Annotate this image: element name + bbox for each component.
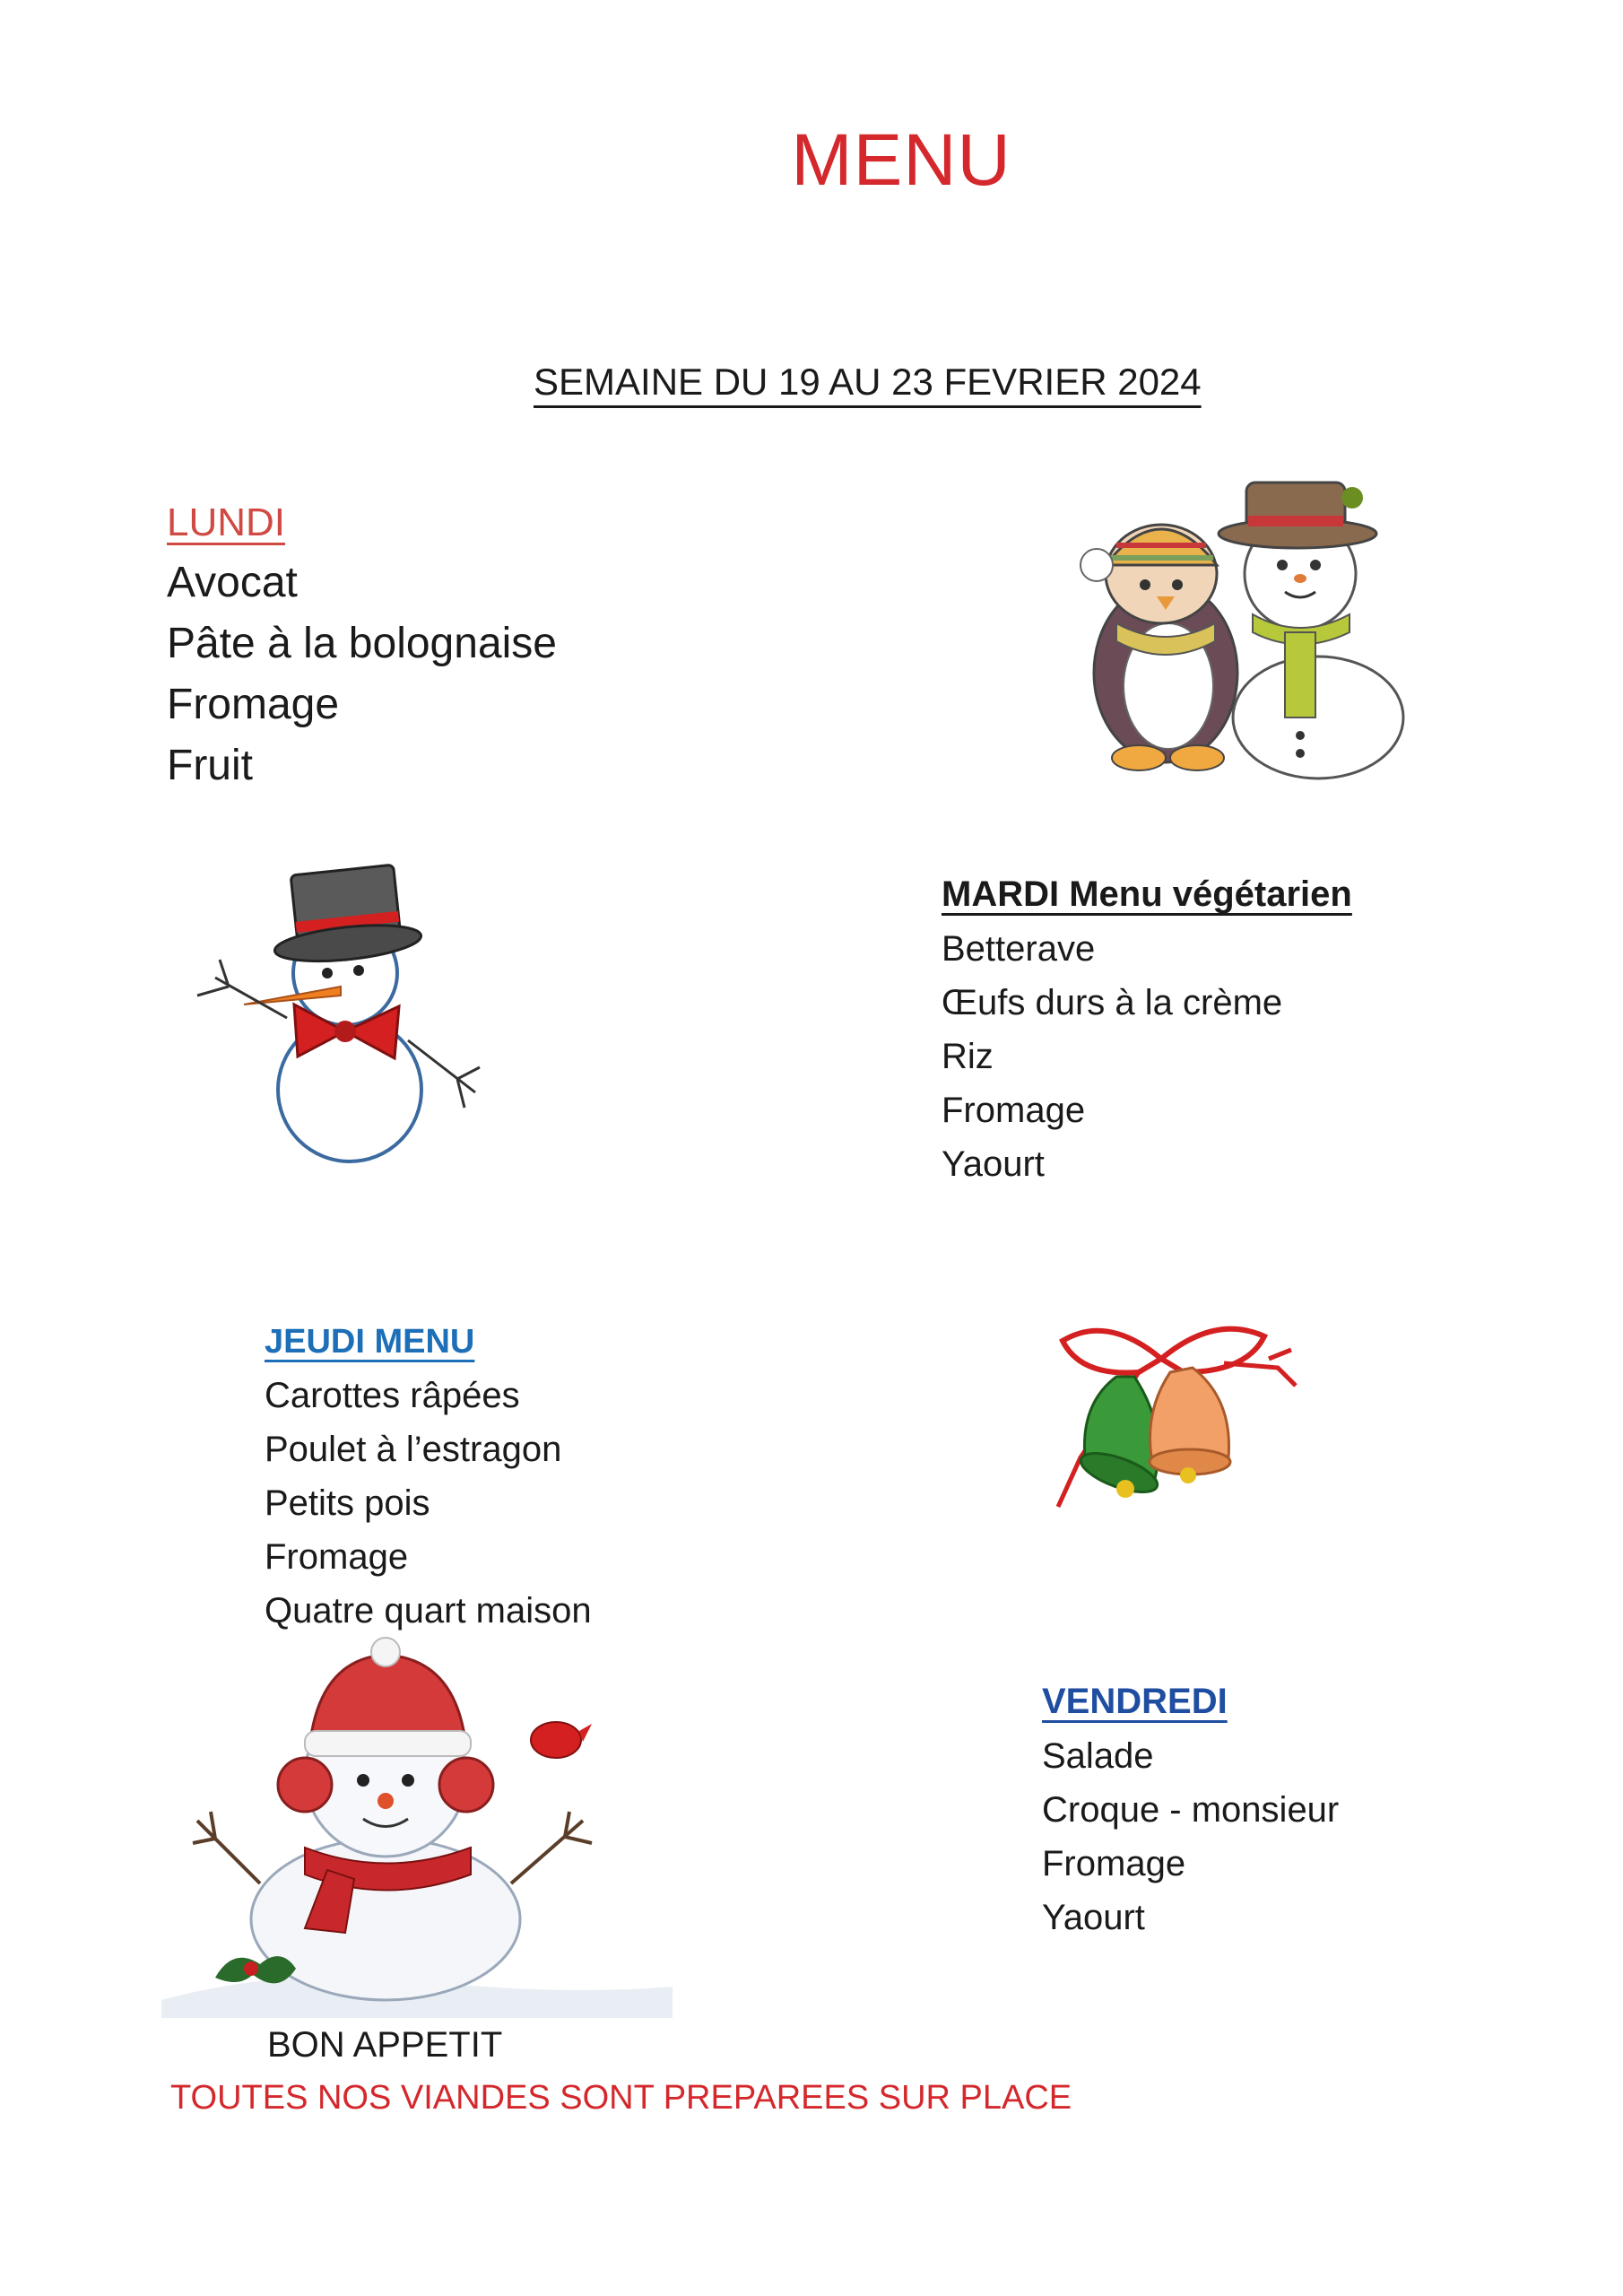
day-section-lundi xyxy=(167,500,557,796)
winter-snowman-icon xyxy=(161,1641,673,2018)
menu-item: Fruit xyxy=(167,742,253,789)
menu-item: Croque - monsieur xyxy=(1042,1790,1340,1830)
day-section-mardi xyxy=(942,874,1352,1191)
menu-item: Œufs durs à la crème xyxy=(942,983,1283,1022)
menu-item: Yaourt xyxy=(1042,1898,1145,1937)
week-heading: SEMAINE DU 19 AU 23 FEVRIER 2024 xyxy=(534,361,1202,403)
bon-appetit-text: BON APPETIT xyxy=(267,2025,503,2065)
menu-list-mardi xyxy=(942,922,1352,1191)
menu-item: Pâte à la bolognaise xyxy=(167,620,557,667)
day-section-vendredi xyxy=(1042,1682,1339,1944)
christmas-bells-icon xyxy=(1045,1323,1305,1516)
penguin-and-snowman-icon xyxy=(1063,466,1430,780)
day-heading-jeudi: JEUDI MENU xyxy=(265,1323,475,1361)
day-heading-mardi: MARDI Menu végétarien xyxy=(942,874,1352,914)
menu-item: Avocat xyxy=(167,559,298,606)
menu-list-lundi xyxy=(167,552,557,796)
day-section-jeudi xyxy=(265,1323,592,1638)
menu-item: Fromage xyxy=(1042,1844,1186,1883)
menu-item: Poulet à l’estragon xyxy=(265,1430,562,1469)
page-title: MENU xyxy=(791,119,1011,201)
menu-item: Betterave xyxy=(942,929,1096,969)
top-hat-snowman-icon xyxy=(179,861,502,1166)
meat-note-text: TOUTES NOS VIANDES SONT PREPAREES SUR PLACE xyxy=(170,2079,1072,2117)
menu-item: Carottes râpées xyxy=(265,1376,520,1415)
menu-item: Quatre quart maison xyxy=(265,1591,592,1631)
menu-item: Riz xyxy=(942,1037,994,1076)
day-heading-lundi: LUNDI xyxy=(167,500,286,544)
menu-item: Petits pois xyxy=(265,1483,430,1523)
day-heading-vendredi: VENDREDI xyxy=(1042,1682,1228,1721)
menu-item: Fromage xyxy=(942,1091,1086,1130)
menu-list-jeudi xyxy=(265,1369,592,1638)
menu-item: Yaourt xyxy=(942,1144,1045,1184)
menu-list-vendredi xyxy=(1042,1729,1339,1944)
menu-item: Fromage xyxy=(265,1537,409,1577)
menu-item: Salade xyxy=(1042,1736,1154,1776)
menu-item: Fromage xyxy=(167,681,340,728)
